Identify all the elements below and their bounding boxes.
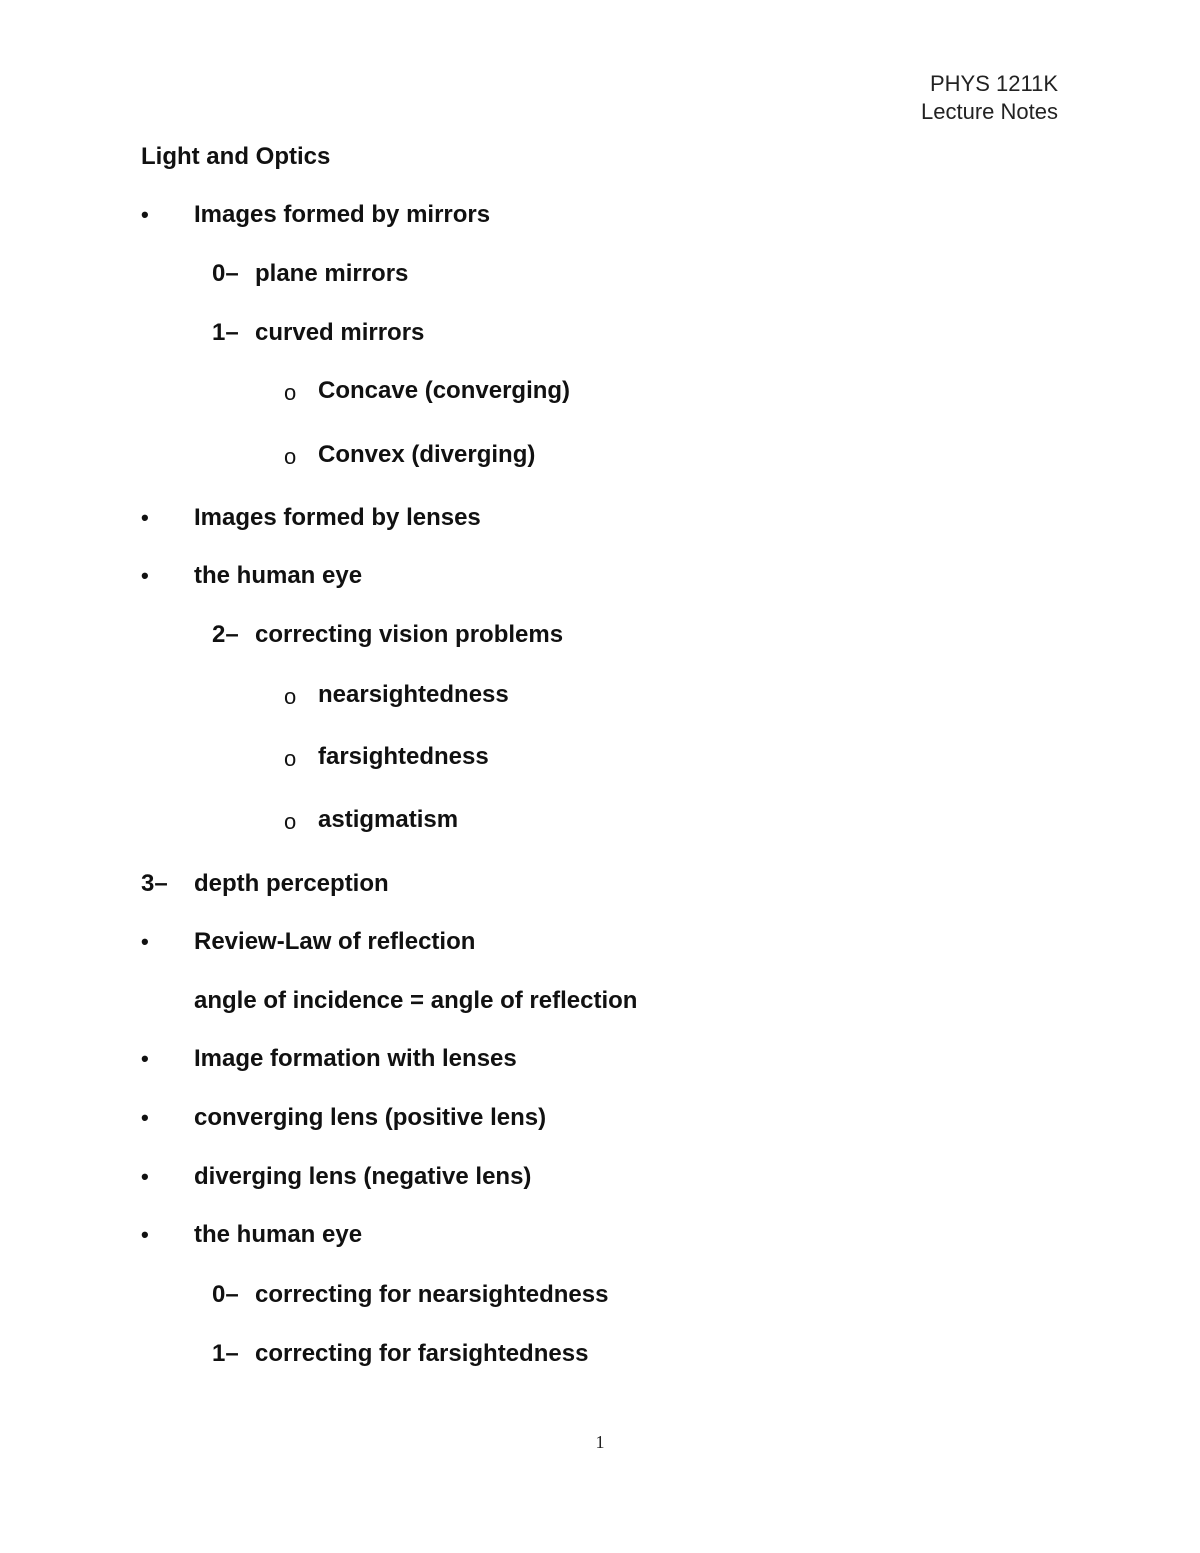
bullet-marker: • — [141, 1164, 149, 1189]
list-item-text: correcting for nearsightedness — [255, 1281, 609, 1308]
bullet-marker: • — [141, 1046, 149, 1071]
number-marker: 3– — [141, 870, 168, 897]
list-item-text: plane mirrors — [255, 260, 409, 287]
list-item-text: Convex (diverging) — [318, 441, 536, 468]
bullet-marker: • — [141, 505, 149, 530]
list-item-text: farsightedness — [318, 743, 489, 770]
page-header — [921, 70, 1058, 126]
bullet-marker: • — [141, 929, 149, 954]
list-item-text: correcting for farsightedness — [255, 1340, 589, 1367]
number-marker: 2– — [212, 621, 239, 648]
list-item-text: Images formed by mirrors — [194, 201, 491, 228]
equation-text: angle of incidence = angle of reflection — [194, 987, 638, 1014]
bullet-marker: • — [141, 563, 149, 588]
list-item-text: Images formed by lenses — [194, 504, 481, 531]
number-marker: 0– — [212, 1281, 239, 1308]
list-item-text: depth perception — [194, 870, 389, 897]
course-code: PHYS 1211K — [929, 71, 1058, 96]
number-marker: 0– — [212, 260, 239, 287]
list-item-text: curved mirrors — [255, 319, 425, 346]
list-item-text: Image formation with lenses — [194, 1045, 517, 1072]
circle-bullet-marker: o — [284, 746, 297, 771]
circle-bullet-marker: o — [284, 684, 297, 709]
page-number: 1 — [595, 1432, 605, 1452]
list-item-text: diverging lens (negative lens) — [194, 1163, 532, 1190]
list-item-text: Review-Law of reflection — [194, 928, 476, 955]
list-item-text: the human eye — [194, 562, 363, 589]
page-title: Light and Optics — [141, 143, 331, 170]
list-item-text: converging lens (positive lens) — [194, 1104, 547, 1131]
circle-bullet-marker: o — [284, 809, 297, 834]
bullet-marker: • — [141, 1222, 149, 1247]
bullet-marker: • — [141, 1105, 149, 1130]
list-item-text: nearsightedness — [318, 681, 509, 708]
header-subtitle: Lecture Notes — [921, 99, 1058, 124]
number-marker: 1– — [212, 1340, 239, 1367]
bullet-marker: • — [141, 202, 149, 227]
list-item-text: correcting vision problems — [255, 621, 564, 648]
number-marker: 1– — [212, 319, 239, 346]
circle-bullet-marker: o — [284, 380, 297, 405]
list-item-text: Concave (converging) — [318, 377, 571, 404]
list-item-text: astigmatism — [318, 806, 459, 833]
circle-bullet-marker: o — [284, 444, 297, 469]
list-item-text: the human eye — [194, 1221, 363, 1248]
